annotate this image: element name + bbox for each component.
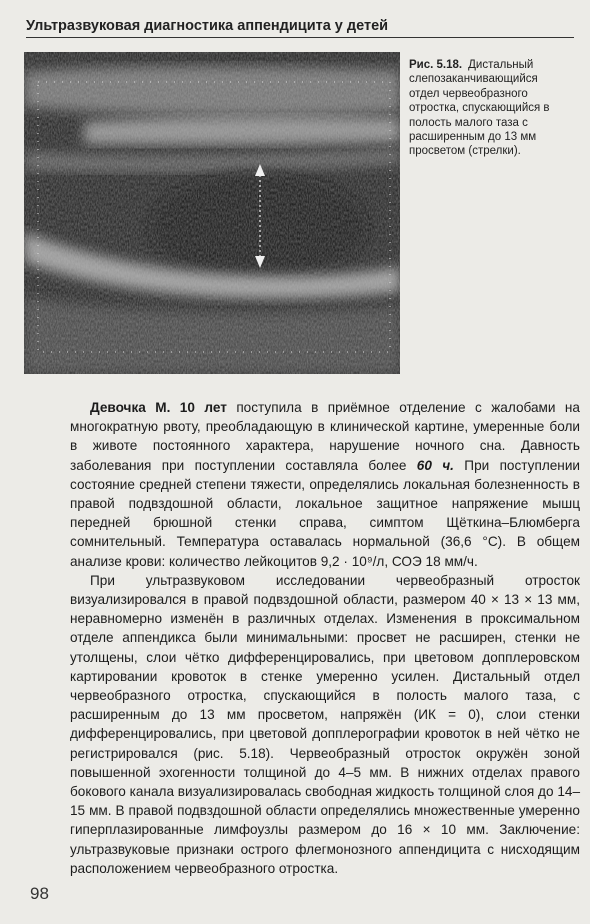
paragraph-text: поступила в приёмное отделение с жалобами на многократную рвоту, преобладающую в клинической картине, умеренные боли в животе постоянного характера, нарушение ночного сна. Давность заболевания при поступлении составляла более xyxy=(70,400,580,473)
paragraph-case xyxy=(70,398,580,571)
figure-caption xyxy=(409,58,569,159)
figure-caption-text: Дистальный слепозаканчивающийся отдел червеобразного отростка, спускающийся в полость малого таза с расширенным до 13 мм просветом (стрелки). xyxy=(409,59,550,158)
paragraph-ultrasound: При ультразвуковом исследовании червеобразный отросток визуализировался в правой подвздошной области, размером 40 × 13 × 13 мм, неравномерно изменён в различных отделах. Изменения в проксимальном отделе аппендикса были минимальными: просвет не расширен, стенки не утолщены, слои чётко дифференцировались, при цветовом допплеровском картировании кровоток в стенке умеренно усилен. Дистальный отдел червеобразного отростка, спускающийся в полость малого таза, с расширенным до 13 мм просветом, напряжён (ИК = 0), слои стенки дифференцировались, при цветовой допплерографии кровоток в ней чётко не регистрировался (рис. 5.18). Червеобразный отросток окружён зоной повышенной эхогенности толщиной до 4–5 мм. В нижних отделах правого бокового канала визуализировалась свободная жидкость толщиной слоя до 14–15 мм. В правой подвздошной области определялись множественные умеренно гиперплазированные лимфоузлы размером до 16 × 10 мм. Заключение: ультразвуковые признаки острого флегмонозного аппендицита с нисходящим расположением червеобразного отростка. xyxy=(70,572,580,876)
page-number: 98 xyxy=(30,884,49,903)
case-lead: Девочка М. 10 лет xyxy=(90,400,227,415)
figure-label: Рис. 5.18. xyxy=(409,59,463,71)
paragraph-text: При поступлении состояние средней степени тяжести, определялись локальная болезненность в правой подвздошной области, локальное защитное напряжение мышц передней брюшной стенки справа, симптом Щёткина–Блюмберга сомнительный. Температура оставалась нормальной (36,6 °С). В общем анализе крови: количество лейкоцитов 9,2 · 10⁹/л, СОЭ 18 мм/ч. xyxy=(70,457,581,569)
duration-value: 60 ч. xyxy=(416,457,454,473)
running-header: Ультразвуковая диагностика аппендицита у детей xyxy=(26,18,574,38)
body-text xyxy=(70,398,580,878)
ultrasound-image xyxy=(24,52,400,374)
